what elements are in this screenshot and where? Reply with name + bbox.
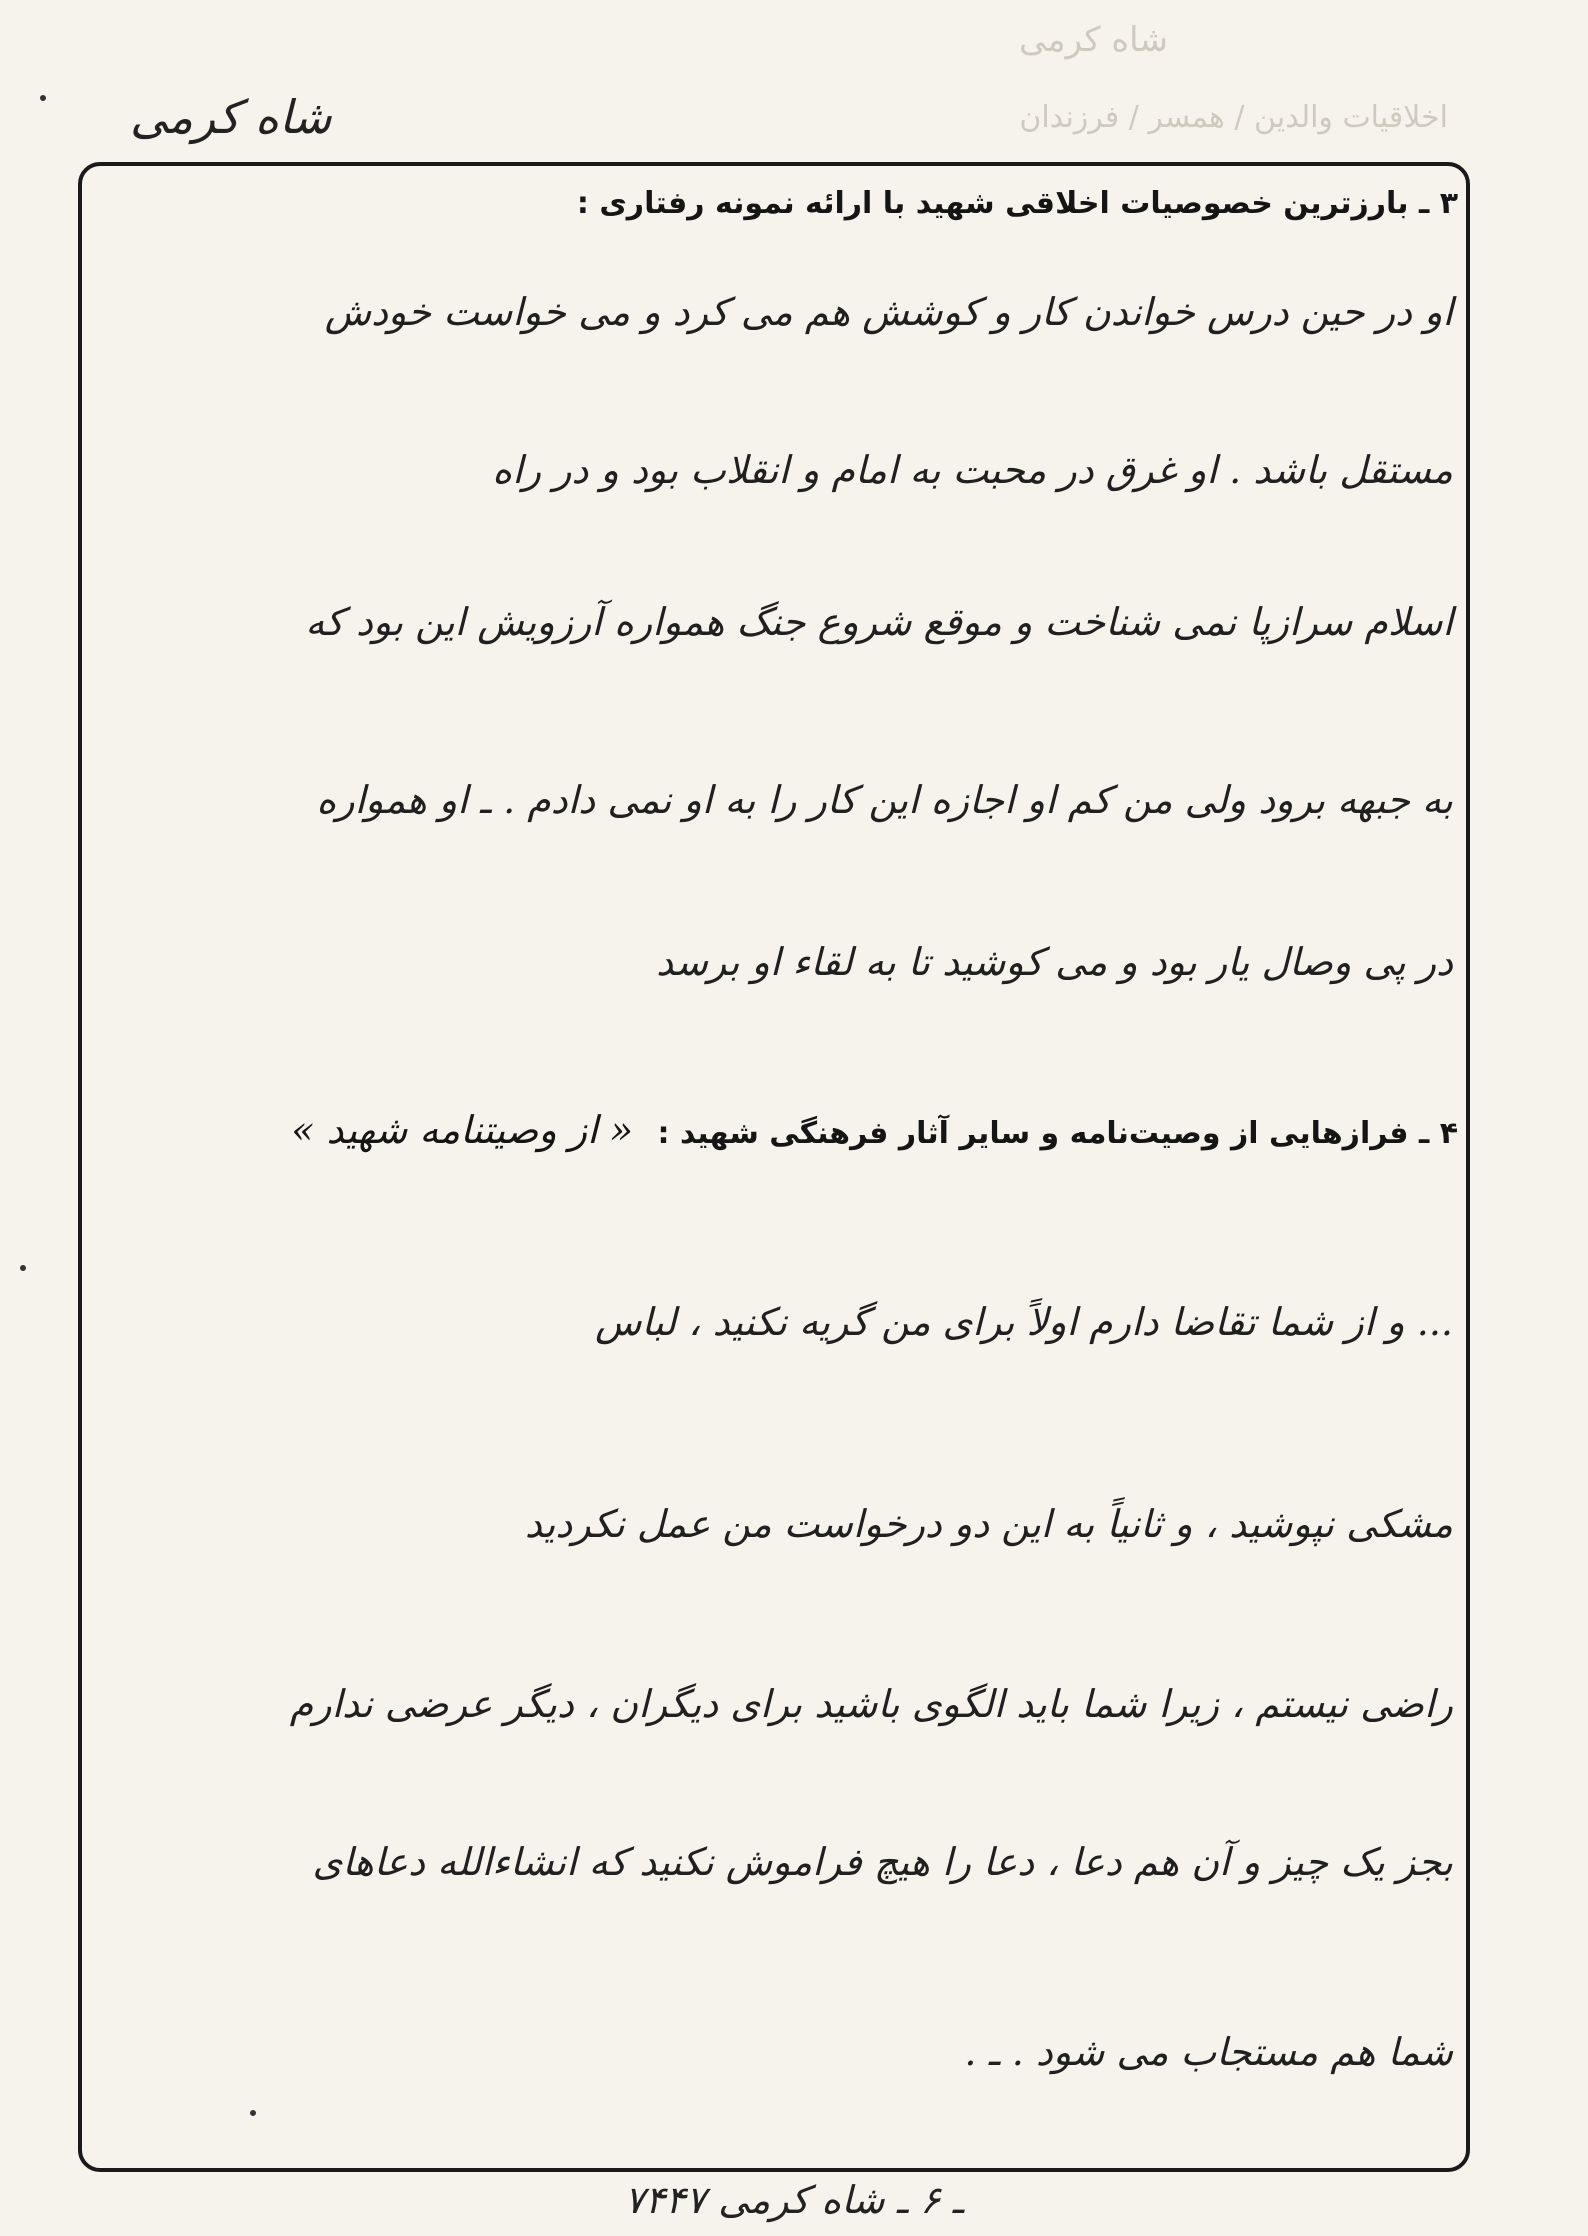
paper-speck [250, 2110, 256, 2116]
section-4-inline-note: « از وصیتنامه شهید » [291, 1108, 634, 1152]
footer-note: ۷۴۴۷ ـ ۶ ـ شاه کرمی [624, 2178, 964, 2222]
section-3-line-5: در پی وصال یار بود و می کوشید تا به لقاء او برسد [656, 940, 1453, 984]
bleed-through-text: شاه کرمی اخلاقیات والدین / همسر / فرزندان [1019, 20, 1448, 135]
section-4-heading-label: ۴ ـ فرازهایی از وصیت‌نامه و سایر آثار فرهنگی شهید : [657, 1116, 1458, 1151]
section-4-line-2: مشکی نپوشید ، و ثانیاً به این دو درخواست من عمل نکردید [524, 1502, 1453, 1546]
section-3-heading: ۳ ـ بارزترین خصوصیات اخلاقی شهید با ارائه نمونه رفتاری : [576, 186, 1458, 221]
section-4-heading [291, 1108, 1458, 1152]
section-3-line-2: مستقل باشد . او غرق در محبت به امام و انقلاب بود و در راه [492, 448, 1453, 492]
section-4-line-3: راضی نیستم ، زیرا شما باید الگوی باشید برای دیگران ، دیگر عرضی ندارم [289, 1682, 1453, 1726]
section-3-line-4: به جبهه برود ولی من کم او اجازه این کار را به او نمی دادم . ـ او همواره [316, 778, 1453, 822]
header-name: شاه کرمی [130, 90, 332, 144]
paper-speck [20, 1265, 26, 1271]
section-4-line-4: بجز یک چیز و آن هم دعا ، دعا را هیچ فراموش نکنید که انشاءالله دعاهای [312, 1840, 1453, 1884]
section-3-line-1: او در حین درس خواندن کار و کوشش هم می کرد و می خواست خودش [324, 290, 1453, 334]
section-4-line-1: ... و از شما تقاضا دارم اولاً برای من گریه نکنید ، لباس [595, 1300, 1453, 1344]
section-4-line-5: شما هم مستجاب می شود . ـ . [964, 2030, 1453, 2074]
section-3-line-3: اسلام سرازپا نمی شناخت و موقع شروع جنگ همواره آرزویش این بود که [305, 600, 1453, 644]
paper-speck [40, 95, 46, 101]
